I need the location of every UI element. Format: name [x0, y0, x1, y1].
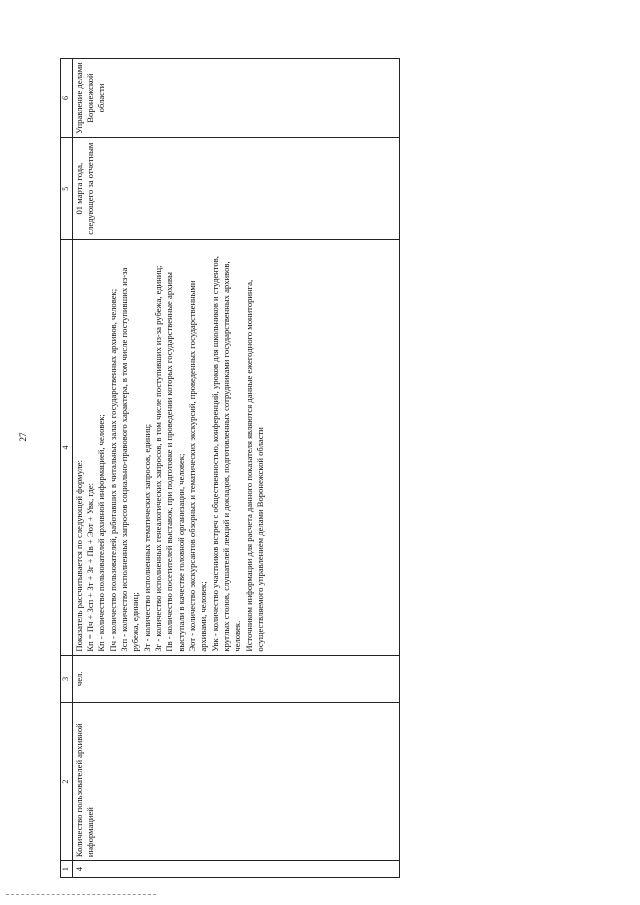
- column-number: 6: [61, 59, 73, 138]
- indicator-name: Количество пользователей архивной информацией: [72, 703, 399, 861]
- indicator-table-sheet: [60, 58, 400, 878]
- method-line: Зсп - количество исполненных запросов социально-правового характера, в том числе поступивших из-за рубежа, единиц;: [118, 267, 141, 652]
- column-number: 5: [61, 138, 73, 240]
- method-line: Эот - количество экскурсантов обзорных и тематических экскурсий, проведенных государственными архивами, человек;: [186, 280, 209, 652]
- table-row: [72, 59, 399, 878]
- method-line: Зг - количество исполненных генеалогических запросов, в том числе поступивших из-за рубежа, единиц;: [152, 265, 163, 652]
- page-number: 27: [18, 432, 28, 442]
- column-number: 2: [61, 703, 73, 861]
- unit-of-measure: чел.: [72, 655, 399, 702]
- method-line: Кп - количество пользователей архивной информацией, человек;: [96, 414, 107, 652]
- method-line: Источником информации для расчета данного показателя являются данные ежегодного мониторинга, осуществляемого управлением делами Воронежской области: [243, 279, 266, 652]
- method-line: Пв - количество посетителей выставок, при подготовке и проведении которых государственные архивы выступали в качестве головной организации, человек;: [164, 272, 186, 652]
- column-number: 3: [61, 655, 73, 702]
- method-line: Зт - количество исполненных тематических запросов, единиц;: [141, 423, 152, 652]
- footnote-divider: [6, 894, 156, 895]
- calculation-method: [72, 240, 399, 655]
- method-line: Показатель рассчитывается по следующей формуле:: [73, 459, 84, 652]
- method-line: Пч - количество пользователей, работавших в читальных залах государственных архивов, человек;: [107, 288, 118, 652]
- method-line: Увк - количество участников встреч с общественностью, конференций, уроков для школьников и студентов, круглых столов, слушателей лекций и докладов, подготовленных сотрудниками государственных архивов, человек.: [209, 256, 243, 652]
- row-index: 4: [72, 861, 399, 878]
- column-number: 1: [61, 861, 73, 878]
- column-number-row: [61, 59, 73, 878]
- indicator-table: [60, 58, 400, 878]
- column-number: 4: [61, 240, 73, 655]
- reporting-deadline: 01 марта года, следующего за отчетным: [72, 138, 399, 240]
- responsible-body: Управление делами Воронежской области: [72, 59, 399, 138]
- method-line: Кп = Пч + Зсп + Зт + Зг + Пв + Эот + Увк, где:: [84, 482, 95, 652]
